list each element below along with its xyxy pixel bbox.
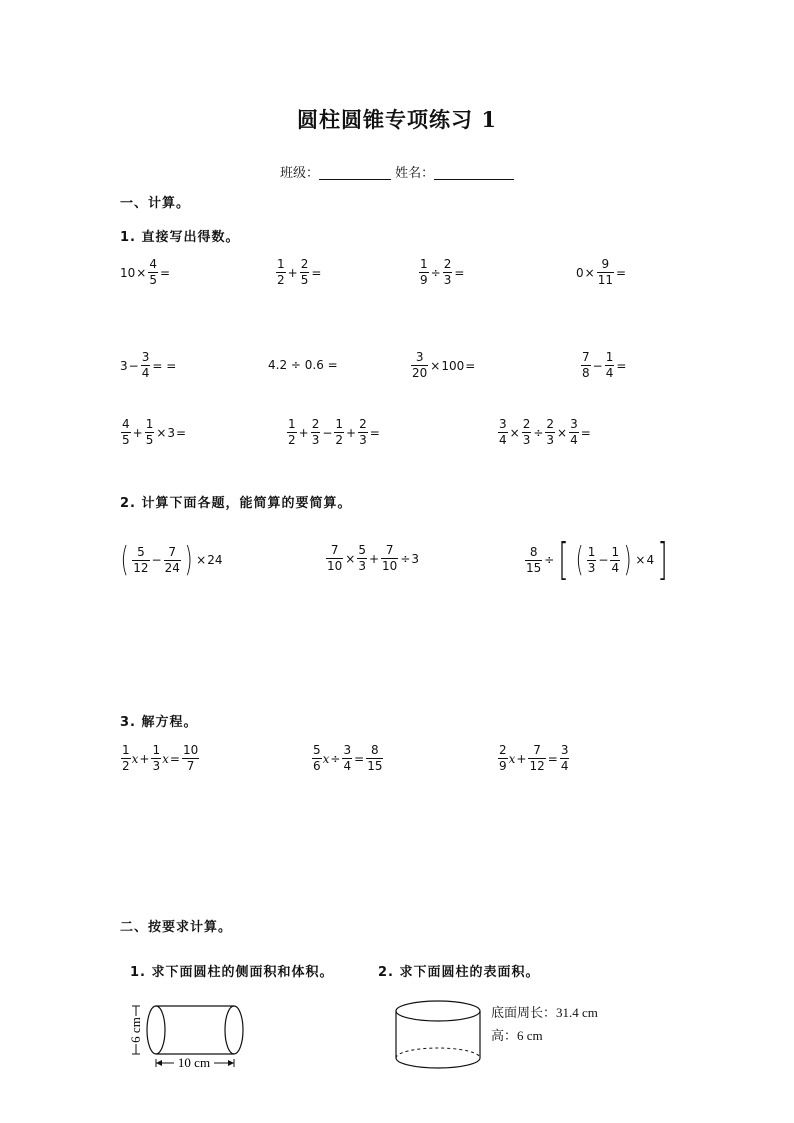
- fraction: [141, 350, 151, 381]
- cylinder-1-length-label: 10 cm: [177, 1055, 211, 1070]
- page-title: 圆柱圆锥专项练习 1: [297, 107, 497, 132]
- fraction: [525, 545, 542, 576]
- numerator: 1: [611, 544, 620, 559]
- numerator: 1: [145, 417, 154, 431]
- problem-2-1: ( $\frac{5}{12}$ − $\frac{7}{24}$ ) × 24: [120, 540, 223, 580]
- fraction: [148, 257, 158, 288]
- denominator: 2: [335, 433, 344, 447]
- numerator: 3: [415, 350, 424, 364]
- numerator: 3: [560, 743, 569, 757]
- denominator: 5: [145, 433, 154, 447]
- fraction: [132, 545, 149, 576]
- problem-1-6: 4.2 ÷ 0.6 =: [268, 358, 338, 372]
- cylinder-1-height-label: 6 cm: [128, 1017, 143, 1043]
- fraction: [560, 743, 570, 774]
- denominator: 15: [367, 759, 383, 773]
- denominator: 12: [529, 759, 545, 773]
- fraction: [581, 350, 591, 381]
- numerator: 2: [300, 257, 309, 271]
- fraction: [182, 743, 199, 774]
- fraction: [342, 743, 352, 774]
- question-1-3: 3. 解方程。: [120, 715, 198, 730]
- fraction: [300, 257, 310, 288]
- fraction: [498, 417, 508, 448]
- cylinder-figure-1: [122, 998, 252, 1073]
- denominator: 5: [149, 273, 157, 287]
- fraction: [312, 743, 322, 774]
- denominator: 4: [499, 433, 507, 447]
- fraction: [605, 350, 615, 381]
- denominator: 3: [358, 559, 366, 573]
- fraction: [276, 257, 286, 288]
- numerator: 2: [359, 417, 367, 431]
- problem-1-11: $\frac{3}{4}$ × $\frac{2}{3}$ ÷ $\frac{2}{3}$ × $\frac{3}{4}$ =: [499, 417, 591, 447]
- denominator: 11: [597, 273, 613, 287]
- numerator: 8: [371, 743, 379, 757]
- equation-2: $\frac{5}{6}$ x ÷ $\frac{3}{4}$ = $\frac{8}{15}$: [313, 743, 383, 773]
- fraction: [326, 543, 343, 574]
- denominator: 15: [526, 560, 542, 575]
- problem-1-3: $\frac{1}{9}$ ÷ $\frac{2}{3}$ =: [420, 257, 465, 287]
- fraction: [145, 417, 155, 448]
- numerator: 2: [546, 417, 555, 431]
- numerator: 1: [335, 417, 344, 431]
- denominator: 5: [300, 273, 309, 287]
- numerator: 3: [570, 417, 578, 431]
- numerator: 7: [533, 743, 541, 757]
- denominator: 6: [313, 759, 321, 773]
- student-info: [280, 162, 514, 181]
- numerator: 1: [277, 257, 285, 271]
- fraction: [164, 545, 181, 576]
- denominator: 9: [499, 759, 507, 773]
- numerator: 7: [330, 543, 339, 557]
- numerator: 1: [420, 257, 428, 271]
- fraction: [610, 545, 620, 576]
- fraction: [545, 417, 555, 448]
- fraction: [569, 417, 579, 448]
- question-2-2: 2. 求下面圆柱的表面积。: [378, 965, 540, 980]
- numerator: 1: [587, 544, 596, 559]
- fraction: [366, 743, 383, 774]
- fraction: [121, 743, 131, 774]
- problem-1-8: $\frac{7}{8}$ − $\frac{1}{4}$ =: [582, 350, 627, 380]
- equation-1: $\frac{1}{2}$ x + $\frac{1}{3}$ x = $\frac{10}{7}$: [122, 743, 199, 773]
- question-1-2: 2. 计算下面各题，能简算的要简算。: [120, 496, 352, 511]
- cylinder-2-height-label: 高：6 cm: [491, 1028, 543, 1043]
- numerator: 4: [149, 257, 157, 271]
- numerator: 3: [141, 350, 150, 364]
- denominator: 2: [122, 759, 130, 773]
- numerator: 2: [311, 417, 320, 431]
- numerator: 3: [499, 417, 507, 431]
- fraction: [522, 417, 532, 448]
- problem-1-10: $\frac{1}{2}$ + $\frac{2}{3}$ − $\frac{1}{2}$ + $\frac{2}{3}$ =: [288, 417, 380, 447]
- numerator: 5: [137, 544, 145, 559]
- denominator: 4: [141, 366, 150, 380]
- denominator: 3: [443, 273, 452, 287]
- class-label: 班级：: [280, 166, 320, 181]
- cylinder-figure-2: [390, 996, 490, 1076]
- numerator: 1: [152, 743, 161, 757]
- fraction: [411, 350, 428, 381]
- question-1-1: 1. 直接写出得数。: [120, 230, 240, 245]
- denominator: 8: [582, 366, 590, 380]
- denominator: 3: [587, 560, 596, 575]
- denominator: 4: [560, 759, 569, 773]
- fraction: [287, 417, 297, 448]
- denominator: 3: [546, 433, 555, 447]
- fraction: [334, 417, 344, 448]
- problem-1-2: $\frac{1}{2}$ + $\frac{2}{5}$ =: [277, 257, 322, 287]
- numerator: 2: [443, 257, 452, 271]
- fraction: [121, 417, 131, 448]
- denominator: 5: [122, 433, 130, 447]
- problem-1-9: $\frac{4}{5}$ + $\frac{1}{5}$ × 3 =: [122, 417, 187, 447]
- fraction: [358, 417, 368, 448]
- numerator: 1: [122, 743, 130, 757]
- numerator: 2: [499, 743, 507, 757]
- fraction: [587, 545, 597, 576]
- numerator: 7: [582, 350, 590, 364]
- numerator: 1: [288, 417, 296, 431]
- denominator: 3: [152, 759, 161, 773]
- numerator: 7: [385, 543, 394, 557]
- denominator: 3: [359, 433, 367, 447]
- denominator: 2: [288, 433, 296, 447]
- equation-3: $\frac{2}{9}$ x + $\frac{7}{12}$ = $\frac{3}{4}$: [499, 743, 569, 773]
- name-label: 姓名：: [395, 166, 435, 181]
- numerator: 1: [605, 350, 614, 364]
- denominator: 10: [382, 559, 398, 573]
- fraction: [381, 543, 398, 574]
- fraction: [311, 417, 321, 448]
- class-blank[interactable]: [319, 165, 391, 180]
- cylinder-2-perimeter-label: 底面周长：31.4 cm: [491, 1005, 598, 1020]
- problem-1-4: 0 × $\frac{9}{11}$ =: [576, 257, 627, 287]
- numerator: 9: [601, 257, 610, 271]
- denominator: 4: [570, 433, 578, 447]
- denominator: 10: [327, 559, 343, 573]
- name-blank[interactable]: [434, 165, 514, 180]
- fraction: [528, 743, 545, 774]
- denominator: 12: [133, 560, 149, 575]
- problem-2-3: $\frac{8}{15}$ ÷ [ ( $\frac{1}{3}$ − $\frac{1}{4}$ ) × 4 ]: [526, 534, 668, 585]
- denominator: 7: [186, 759, 195, 773]
- numerator: 4: [122, 417, 130, 431]
- denominator: 3: [522, 433, 531, 447]
- numerator: 5: [313, 743, 321, 757]
- problem-1-1: 10 × $\frac{4}{5}$ =: [120, 257, 171, 287]
- numerator: 7: [168, 544, 177, 559]
- fraction: [419, 257, 429, 288]
- numerator: 2: [522, 417, 531, 431]
- problem-1-7: $\frac{3}{20}$ × 100 =: [412, 350, 476, 380]
- problem-2-2: $\frac{7}{10}$ × $\frac{5}{3}$ + $\frac{7}{10}$ ÷ 3: [327, 543, 420, 573]
- section-2-heading: 二、按要求计算。: [120, 920, 233, 935]
- denominator: 4: [611, 560, 620, 575]
- section-1-heading: 一、计算。: [120, 196, 191, 211]
- question-2-1: 1. 求下面圆柱的侧面积和体积。: [130, 965, 334, 980]
- numerator: 3: [343, 743, 352, 757]
- fraction: [443, 257, 453, 288]
- numerator: 8: [529, 544, 538, 559]
- fraction: [597, 257, 614, 288]
- fraction: [151, 743, 161, 774]
- denominator: 24: [164, 560, 180, 575]
- problem-1-5: 3 − $\frac{3}{4}$ = =: [120, 350, 177, 380]
- fraction: [357, 543, 367, 574]
- denominator: 4: [343, 759, 352, 773]
- numerator: 5: [358, 543, 366, 557]
- denominator: 3: [311, 433, 320, 447]
- denominator: 4: [605, 366, 614, 380]
- denominator: 2: [277, 273, 285, 287]
- denominator: 20: [412, 366, 428, 380]
- numerator: 10: [182, 743, 199, 757]
- fraction: [498, 743, 508, 774]
- denominator: 9: [420, 273, 428, 287]
